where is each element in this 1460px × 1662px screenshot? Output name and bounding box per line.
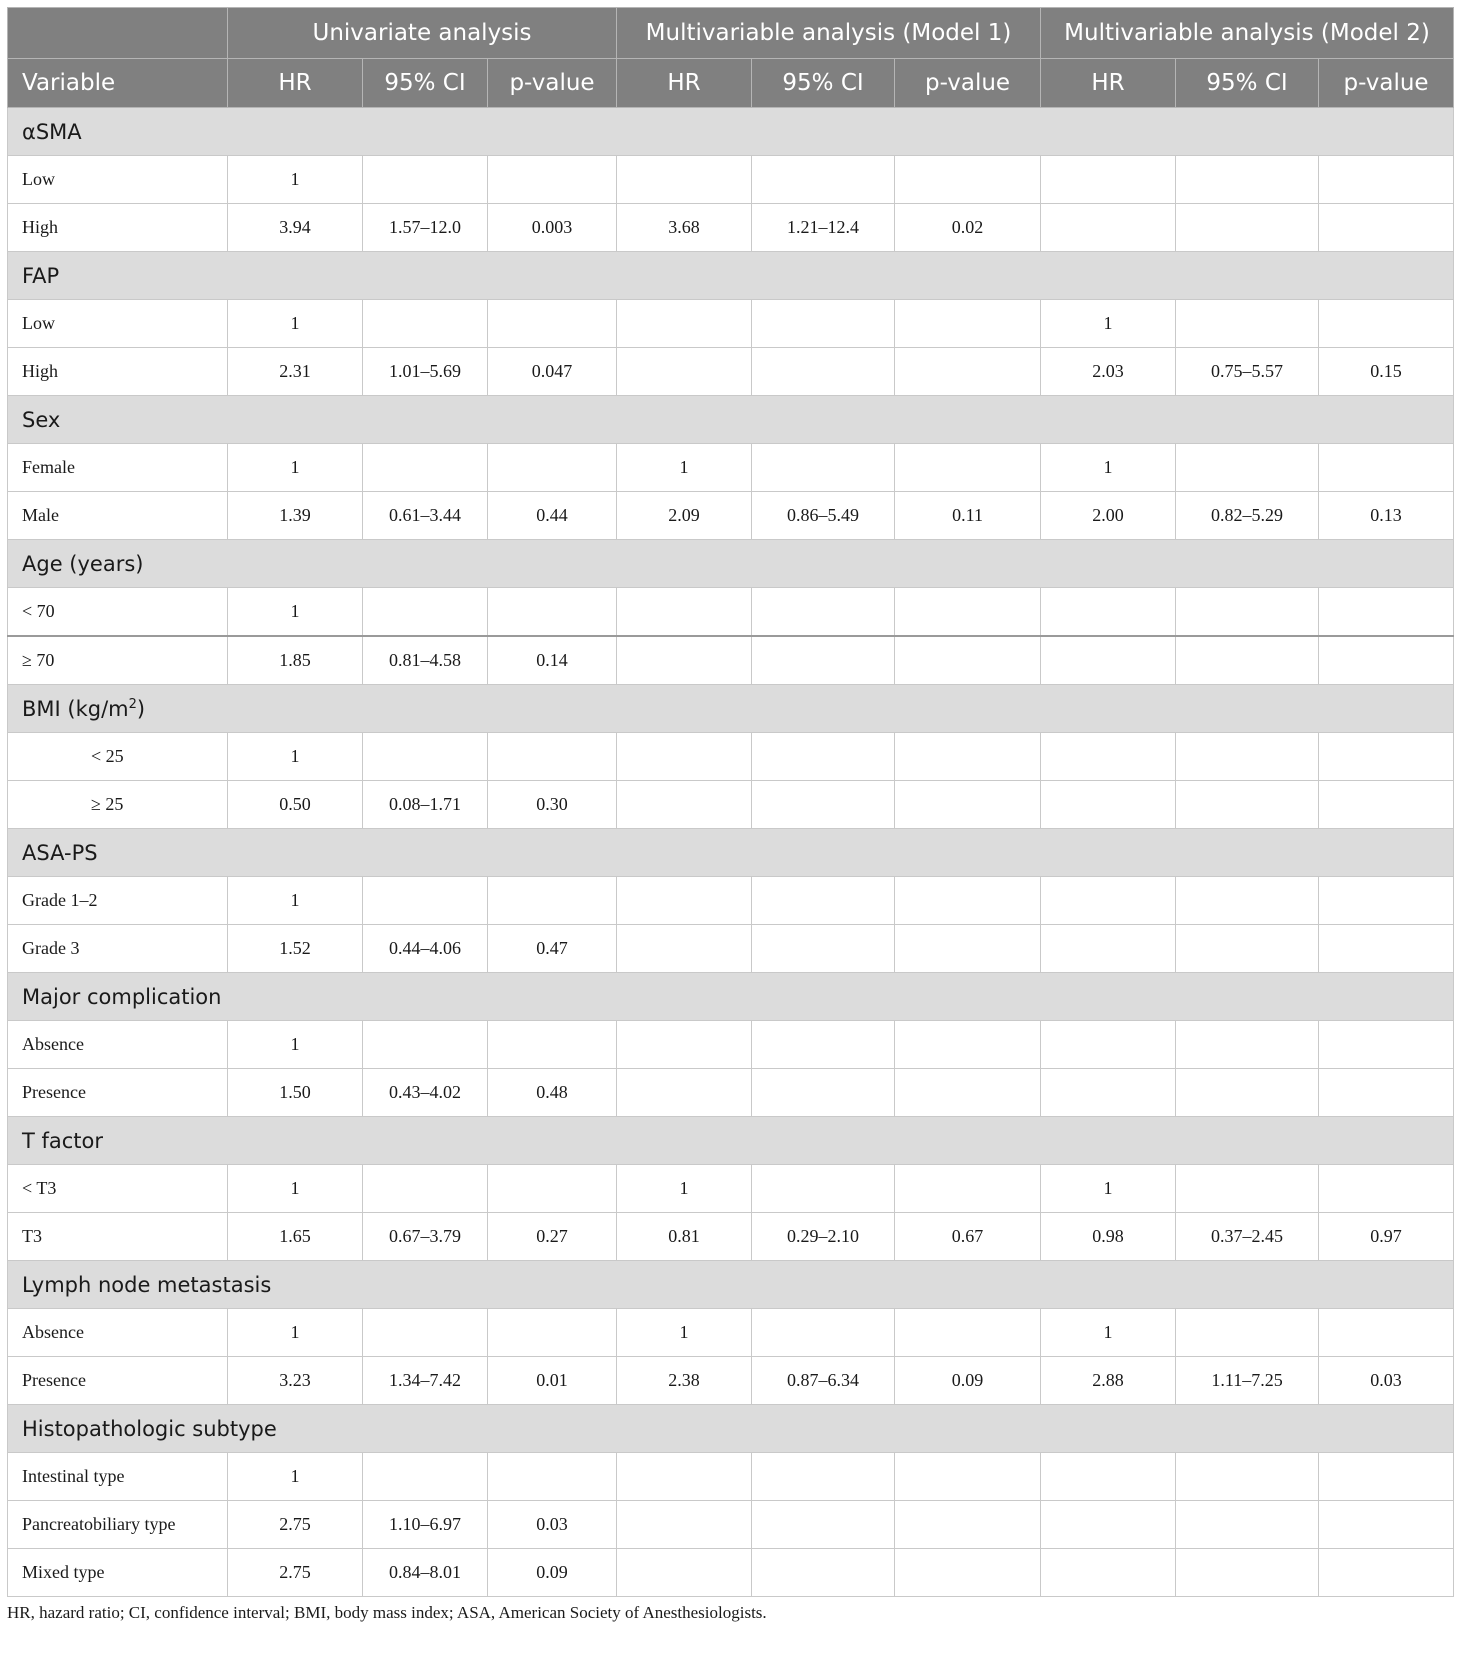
p-value-cell [1319, 1453, 1454, 1501]
p-value-cell: 0.15 [1319, 348, 1454, 396]
hr-cell [617, 1501, 752, 1549]
section-title-text: Sex [22, 407, 61, 432]
section-header-row [8, 396, 1454, 444]
ci-cell: 0.43–4.02 [363, 1069, 488, 1117]
hr-cell: 1 [228, 300, 363, 348]
row-label: < 25 [8, 733, 228, 781]
section-title [8, 108, 1454, 156]
p-value-cell [488, 156, 617, 204]
hr-cell: 1.52 [228, 925, 363, 973]
table-footnote: HR, hazard ratio; CI, confidence interval; BMI, body mass index; ASA, American Society of Anesthesiologists. [7, 1603, 767, 1622]
hr-cell: 2.75 [228, 1549, 363, 1597]
section-title-text: BMI (kg/m [22, 696, 129, 721]
hr-cell [1041, 733, 1176, 781]
table-row [8, 300, 1454, 348]
hr-cell [617, 1453, 752, 1501]
ci-cell [752, 1501, 895, 1549]
ci-cell [752, 1453, 895, 1501]
p-value-cell: 0.97 [1319, 1213, 1454, 1261]
table-row [8, 1549, 1454, 1597]
row-label: Grade 1–2 [8, 877, 228, 925]
ci-cell [363, 733, 488, 781]
section-title-text: ASA-PS [22, 840, 98, 865]
hr-cell [617, 348, 752, 396]
hr-cell: 3.23 [228, 1357, 363, 1405]
hr-cell: 2.09 [617, 492, 752, 540]
p-value-cell [895, 444, 1041, 492]
ci-cell [363, 1165, 488, 1213]
ci-cell [1176, 1069, 1319, 1117]
p-value-cell [1319, 925, 1454, 973]
hr-cell [617, 1549, 752, 1597]
header-column-row [8, 59, 1454, 108]
row-label: Female [8, 444, 228, 492]
section-header-row [8, 1261, 1454, 1309]
ci-cell [752, 1549, 895, 1597]
p-value-cell [488, 300, 617, 348]
ci-cell: 1.21–12.4 [752, 204, 895, 252]
ci-cell: 0.75–5.57 [1176, 348, 1319, 396]
table-row [8, 1069, 1454, 1117]
section-header-row [8, 252, 1454, 300]
p-value-cell [488, 1021, 617, 1069]
section-title [8, 1117, 1454, 1165]
p-value-cell [1319, 156, 1454, 204]
ci-cell [1176, 1501, 1319, 1549]
p-value-cell [488, 877, 617, 925]
row-label: ≥ 25 [8, 781, 228, 829]
row-label: ≥ 70 [8, 636, 228, 685]
table-row [8, 636, 1454, 685]
section-title [8, 540, 1454, 588]
table-container [7, 7, 1453, 1623]
p-value-cell [1319, 1549, 1454, 1597]
row-label: Low [8, 156, 228, 204]
p-value-cell [1319, 781, 1454, 829]
row-label: Grade 3 [8, 925, 228, 973]
section-title-text: T factor [22, 1128, 104, 1153]
row-label: Low [8, 300, 228, 348]
table-body [8, 108, 1454, 1597]
ci-cell [1176, 1549, 1319, 1597]
section-title-text: Age (years) [22, 551, 144, 576]
table-row [8, 492, 1454, 540]
section-title [8, 685, 1454, 733]
p-value-cell [895, 636, 1041, 685]
ci-cell: 1.57–12.0 [363, 204, 488, 252]
ci-cell: 0.81–4.58 [363, 636, 488, 685]
hr-cell [1041, 925, 1176, 973]
hr-cell [1041, 1501, 1176, 1549]
table-row [8, 925, 1454, 973]
section-header-row [8, 108, 1454, 156]
ci-cell: 0.44–4.06 [363, 925, 488, 973]
p-value-cell: 0.09 [488, 1549, 617, 1597]
ci-cell [1176, 204, 1319, 252]
ci-cell [752, 1069, 895, 1117]
section-header-row [8, 973, 1454, 1021]
ci-cell [1176, 925, 1319, 973]
ci-cell [1176, 781, 1319, 829]
ci-cell [1176, 1453, 1319, 1501]
p-value-cell: 0.003 [488, 204, 617, 252]
hr-cell: 1 [228, 588, 363, 637]
hr-cell: 1 [228, 1453, 363, 1501]
row-label: Absence [8, 1021, 228, 1069]
hr-cell [1041, 588, 1176, 637]
hr-cell: 1.50 [228, 1069, 363, 1117]
ci-cell [1176, 588, 1319, 637]
ci-cell [1176, 1309, 1319, 1357]
hr-cell: 2.00 [1041, 492, 1176, 540]
section-title [8, 396, 1454, 444]
p-value-cell [895, 877, 1041, 925]
hr-cell [1041, 781, 1176, 829]
ci-cell [1176, 877, 1319, 925]
ci-cell [1176, 733, 1319, 781]
hr-cell: 1 [228, 877, 363, 925]
table-row [8, 1165, 1454, 1213]
row-label: High [8, 204, 228, 252]
header-group-univariate: Univariate analysis [228, 8, 617, 59]
ci-cell: 1.11–7.25 [1176, 1357, 1319, 1405]
ci-cell [752, 1021, 895, 1069]
ci-cell [1176, 636, 1319, 685]
p-value-cell: 0.44 [488, 492, 617, 540]
p-value-cell: 0.02 [895, 204, 1041, 252]
p-value-cell: 0.30 [488, 781, 617, 829]
ci-cell [752, 781, 895, 829]
ci-cell: 1.10–6.97 [363, 1501, 488, 1549]
p-value-cell [1319, 444, 1454, 492]
ci-cell [363, 1309, 488, 1357]
row-label: Intestinal type [8, 1453, 228, 1501]
p-value-cell [1319, 1021, 1454, 1069]
table-row [8, 877, 1454, 925]
p-value-cell [1319, 1501, 1454, 1549]
ci-cell: 0.37–2.45 [1176, 1213, 1319, 1261]
p-value-cell: 0.01 [488, 1357, 617, 1405]
ci-cell: 0.84–8.01 [363, 1549, 488, 1597]
table-row [8, 444, 1454, 492]
hr-cell: 1 [228, 1309, 363, 1357]
p-value-cell [895, 1309, 1041, 1357]
ci-cell [752, 444, 895, 492]
row-label: T3 [8, 1213, 228, 1261]
row-label: High [8, 348, 228, 396]
table-row [8, 733, 1454, 781]
hr-cell: 1.65 [228, 1213, 363, 1261]
hr-cell [617, 300, 752, 348]
hr-cell [1041, 204, 1176, 252]
ci-cell [363, 300, 488, 348]
p-value-cell [488, 1309, 617, 1357]
section-title [8, 1405, 1454, 1453]
section-header-row [8, 1405, 1454, 1453]
p-value-cell [895, 1165, 1041, 1213]
section-title [8, 252, 1454, 300]
p-value-cell [1319, 1309, 1454, 1357]
ci-cell [363, 156, 488, 204]
hr-cell: 1 [228, 156, 363, 204]
hr-cell [617, 156, 752, 204]
column-header-hr: HR [228, 59, 363, 108]
ci-cell: 0.82–5.29 [1176, 492, 1319, 540]
ci-cell [363, 444, 488, 492]
table-row [8, 204, 1454, 252]
section-title [8, 1261, 1454, 1309]
section-title-text: FAP [22, 263, 60, 288]
ci-cell: 1.34–7.42 [363, 1357, 488, 1405]
ci-cell [1176, 1021, 1319, 1069]
ci-cell: 1.01–5.69 [363, 348, 488, 396]
ci-cell [752, 588, 895, 637]
ci-cell [1176, 156, 1319, 204]
section-title-text: Major complication [22, 984, 222, 1009]
ci-cell: 0.29–2.10 [752, 1213, 895, 1261]
p-value-cell [1319, 733, 1454, 781]
section-header-row [8, 540, 1454, 588]
column-header-ci: 95% CI [1176, 59, 1319, 108]
hr-cell [1041, 1549, 1176, 1597]
section-title-superscript: 2 [128, 696, 137, 712]
hr-cell: 0.98 [1041, 1213, 1176, 1261]
p-value-cell [895, 348, 1041, 396]
section-title-text: αSMA [22, 119, 82, 144]
table-row [8, 1453, 1454, 1501]
hr-cell [1041, 156, 1176, 204]
hazard-ratio-table [7, 7, 1454, 1597]
p-value-cell [1319, 204, 1454, 252]
hr-cell: 1 [617, 444, 752, 492]
ci-cell: 0.08–1.71 [363, 781, 488, 829]
hr-cell: 1 [1041, 444, 1176, 492]
hr-cell: 1 [228, 444, 363, 492]
p-value-cell: 0.67 [895, 1213, 1041, 1261]
hr-cell [617, 636, 752, 685]
p-value-cell [895, 1549, 1041, 1597]
hr-cell: 1 [228, 1165, 363, 1213]
hr-cell: 2.88 [1041, 1357, 1176, 1405]
ci-cell: 0.67–3.79 [363, 1213, 488, 1261]
table-row [8, 348, 1454, 396]
ci-cell [752, 1309, 895, 1357]
ci-cell [363, 588, 488, 637]
p-value-cell [895, 300, 1041, 348]
hr-cell [617, 781, 752, 829]
p-value-cell [488, 1165, 617, 1213]
hr-cell: 3.68 [617, 204, 752, 252]
p-value-cell: 0.047 [488, 348, 617, 396]
p-value-cell [895, 1453, 1041, 1501]
ci-cell: 0.87–6.34 [752, 1357, 895, 1405]
hr-cell [1041, 636, 1176, 685]
row-label: Presence [8, 1357, 228, 1405]
hr-cell: 1 [1041, 1309, 1176, 1357]
column-header-ci: 95% CI [752, 59, 895, 108]
table-row [8, 1501, 1454, 1549]
section-title [8, 829, 1454, 877]
p-value-cell [488, 733, 617, 781]
column-header-ci: 95% CI [363, 59, 488, 108]
hr-cell: 1 [1041, 300, 1176, 348]
column-header-p-value: p-value [895, 59, 1041, 108]
hr-cell: 1 [228, 733, 363, 781]
section-title [8, 973, 1454, 1021]
row-label: Mixed type [8, 1549, 228, 1597]
p-value-cell [1319, 877, 1454, 925]
ci-cell [1176, 1165, 1319, 1213]
row-label: Pancreatobiliary type [8, 1501, 228, 1549]
hr-cell: 1 [1041, 1165, 1176, 1213]
hr-cell [617, 588, 752, 637]
section-title-text: Histopathologic subtype [22, 1416, 277, 1441]
row-label: < T3 [8, 1165, 228, 1213]
table-row [8, 1021, 1454, 1069]
ci-cell [752, 925, 895, 973]
hr-cell: 1.85 [228, 636, 363, 685]
header-group-model1: Multivariable analysis (Model 1) [617, 8, 1041, 59]
p-value-cell: 0.13 [1319, 492, 1454, 540]
p-value-cell [1319, 1165, 1454, 1213]
hr-cell [617, 925, 752, 973]
row-label: Presence [8, 1069, 228, 1117]
p-value-cell [1319, 300, 1454, 348]
section-header-row [8, 829, 1454, 877]
ci-cell [752, 156, 895, 204]
hr-cell [1041, 1069, 1176, 1117]
ci-cell [363, 1021, 488, 1069]
p-value-cell [895, 1501, 1041, 1549]
header-group-model2: Multivariable analysis (Model 2) [1041, 8, 1454, 59]
column-header-hr: HR [617, 59, 752, 108]
p-value-cell [895, 1021, 1041, 1069]
hr-cell: 0.81 [617, 1213, 752, 1261]
ci-cell [752, 300, 895, 348]
section-title-end: ) [136, 696, 146, 721]
row-label: < 70 [8, 588, 228, 637]
hr-cell [617, 1021, 752, 1069]
ci-cell [752, 733, 895, 781]
ci-cell [363, 877, 488, 925]
hr-cell: 1 [617, 1165, 752, 1213]
p-value-cell: 0.27 [488, 1213, 617, 1261]
column-header-hr: HR [1041, 59, 1176, 108]
hr-cell: 1.39 [228, 492, 363, 540]
p-value-cell [488, 1453, 617, 1501]
p-value-cell [895, 1069, 1041, 1117]
p-value-cell [1319, 1069, 1454, 1117]
column-header-p-value: p-value [488, 59, 617, 108]
p-value-cell [895, 156, 1041, 204]
ci-cell: 0.61–3.44 [363, 492, 488, 540]
hr-cell: 1 [228, 1021, 363, 1069]
p-value-cell [1319, 636, 1454, 685]
hr-cell [1041, 1453, 1176, 1501]
hr-cell: 3.94 [228, 204, 363, 252]
table-row [8, 1357, 1454, 1405]
ci-cell [752, 877, 895, 925]
table-row [8, 1213, 1454, 1261]
p-value-cell: 0.03 [1319, 1357, 1454, 1405]
p-value-cell: 0.47 [488, 925, 617, 973]
ci-cell [752, 636, 895, 685]
p-value-cell [895, 925, 1041, 973]
header-group-row [8, 8, 1454, 59]
table-row [8, 588, 1454, 637]
ci-cell [1176, 444, 1319, 492]
header-blank-cell [8, 8, 228, 59]
ci-cell [363, 1453, 488, 1501]
hr-cell: 2.03 [1041, 348, 1176, 396]
hr-cell: 2.31 [228, 348, 363, 396]
row-label: Absence [8, 1309, 228, 1357]
hr-cell [1041, 1021, 1176, 1069]
row-label: Male [8, 492, 228, 540]
column-header-variable: Variable [8, 59, 228, 108]
p-value-cell [895, 733, 1041, 781]
ci-cell: 0.86–5.49 [752, 492, 895, 540]
hr-cell: 2.38 [617, 1357, 752, 1405]
column-header-p-value: p-value [1319, 59, 1454, 108]
ci-cell [752, 1165, 895, 1213]
section-header-row [8, 1117, 1454, 1165]
p-value-cell: 0.48 [488, 1069, 617, 1117]
hr-cell: 2.75 [228, 1501, 363, 1549]
p-value-cell [895, 781, 1041, 829]
hr-cell [617, 733, 752, 781]
section-header-row [8, 685, 1454, 733]
p-value-cell: 0.03 [488, 1501, 617, 1549]
p-value-cell [488, 444, 617, 492]
section-title-text: Lymph node metastasis [22, 1272, 272, 1297]
ci-cell [752, 348, 895, 396]
p-value-cell: 0.11 [895, 492, 1041, 540]
hr-cell: 1 [617, 1309, 752, 1357]
p-value-cell [488, 588, 617, 637]
p-value-cell: 0.09 [895, 1357, 1041, 1405]
p-value-cell: 0.14 [488, 636, 617, 685]
hr-cell [617, 1069, 752, 1117]
table-row [8, 1309, 1454, 1357]
ci-cell [1176, 300, 1319, 348]
hr-cell [1041, 877, 1176, 925]
p-value-cell [895, 588, 1041, 637]
table-row [8, 781, 1454, 829]
table-row [8, 156, 1454, 204]
p-value-cell [1319, 588, 1454, 637]
hr-cell [617, 877, 752, 925]
hr-cell: 0.50 [228, 781, 363, 829]
